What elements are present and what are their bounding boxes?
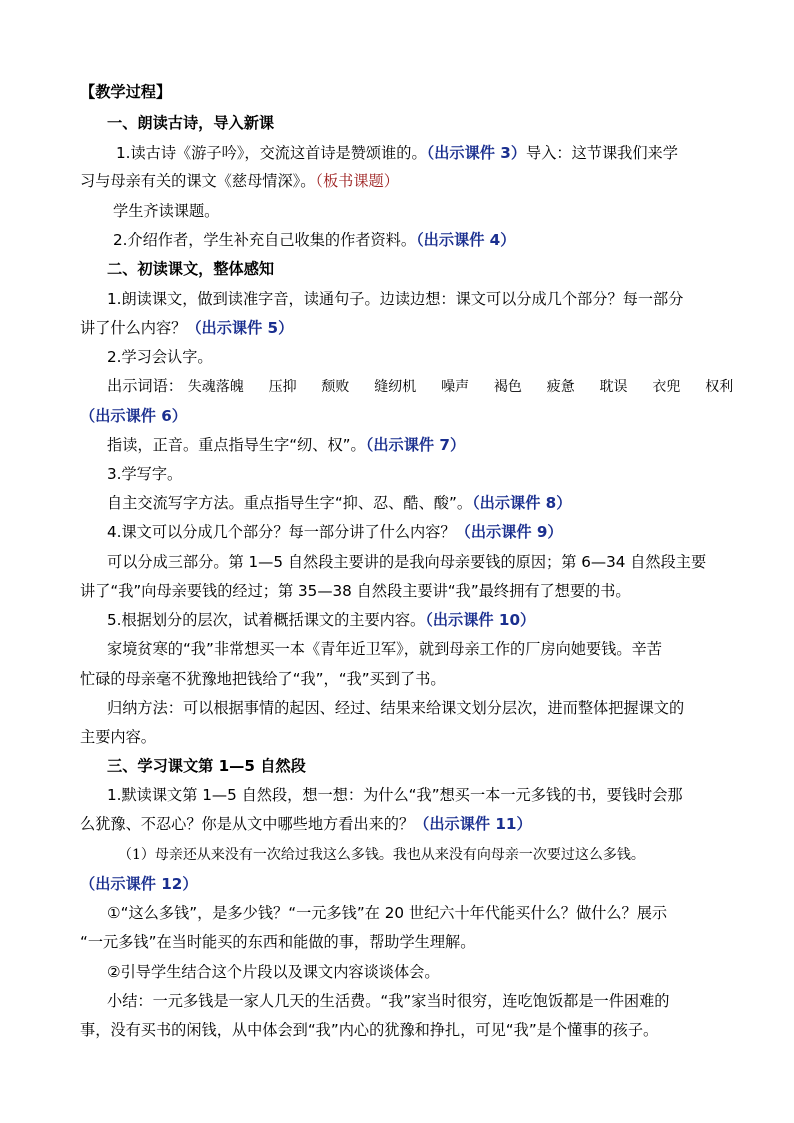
paragraph: 1.朗读课文，做到读准字音，读通句子。边读边想：课文可以分成几个部分？每一部分 xyxy=(107,290,684,308)
paragraph xyxy=(107,522,563,542)
paragraph: 1.默读课文第 1—5 自然段，想一想：为什么“我”想买一本一元多钱的书，要钱时会那 xyxy=(107,786,683,804)
text: 2.介绍作者，学生补充自己收集的作者资料。 xyxy=(113,231,417,249)
vocab-word: 权利 xyxy=(705,379,734,395)
text: 自主交流写字方法。重点指导生字“抑、忍、酷、酸”。 xyxy=(107,494,473,512)
vocab-word: 颓败 xyxy=(321,379,350,395)
paragraph xyxy=(107,610,535,630)
text: 5.根据划分的层次，试着概括课文的主要内容。 xyxy=(107,611,426,629)
paragraph xyxy=(116,143,678,163)
text: 指读，正音。重点指导生字“纫、权”。 xyxy=(107,436,366,454)
courseware-ref: （出示课件 11） xyxy=(414,815,532,833)
section-heading: 【教学过程】 xyxy=(80,83,172,101)
paragraph-continuation xyxy=(80,318,293,338)
courseware-ref: （出示课件 9） xyxy=(455,523,563,541)
paragraph: 归纳方法：可以根据事情的起因、经过、结果来给课文划分层次，进而整体把握课文的 xyxy=(107,699,685,717)
quoted-passage: （1）母亲还从来没有一次给过我这么多钱。我也从来没有向母亲一次要过这么多钱。 xyxy=(118,847,645,863)
paragraph-continuation xyxy=(80,814,532,834)
paragraph-continuation: “一元多钱”在当时能买的东西和能做的事，帮助学生理解。 xyxy=(80,933,476,951)
paragraph: 3.学写字。 xyxy=(107,465,183,483)
paragraph-continuation: 主要内容。 xyxy=(80,728,156,746)
text: 导入：这节课我们来学 xyxy=(526,144,678,162)
section-1-title: 一、朗读古诗，导入新课 xyxy=(107,114,275,132)
courseware-ref: （出示课件 10） xyxy=(425,611,536,629)
vocab-word: 褐色 xyxy=(493,379,522,395)
paragraph: 小结：一元多钱是一家人几天的生活费。“我”家当时很穷，连吃饱饭都是一件困难的 xyxy=(107,992,670,1010)
section-3-title: 三、学习课文第 1—5 自然段 xyxy=(107,757,306,775)
paragraph xyxy=(113,230,515,250)
paragraph-continuation: 讲了“我”向母亲要钱的经过；第 35—38 自然段主要讲“我”最终拥有了想要的书。 xyxy=(80,582,631,600)
paragraph: 学生齐读课题。 xyxy=(113,202,220,220)
board-note: （板书课题） xyxy=(315,172,399,190)
paragraph: ①“这么多钱”，是多少钱？“一元多钱”在 20 世纪六十年代能买什么？做什么？展示 xyxy=(107,904,668,922)
text: 习与母亲有关的课文《慈母情深》。 xyxy=(80,172,316,190)
courseware-ref: （出示课件 5） xyxy=(186,319,294,337)
courseware-ref: （出示课件 4） xyxy=(416,231,516,249)
courseware-ref: （出示课件 6） xyxy=(80,407,187,425)
vocab-word: 压抑 xyxy=(268,379,297,395)
courseware-ref: （出示课件 7） xyxy=(365,436,466,454)
vocab-word: 衣兜 xyxy=(652,379,681,395)
text: 1.读古诗《游子吟》，交流这首诗是赞颂谁的。 xyxy=(116,144,427,162)
text: 4.课文可以分成几个部分？每一部分讲了什么内容？ xyxy=(107,523,456,541)
paragraph: ②引导学生结合这个片段以及课文内容谈谈体会。 xyxy=(107,963,440,981)
vocab-word: 缝纫机 xyxy=(374,379,417,395)
word-list-label: 出示词语： xyxy=(107,377,183,395)
vocab-word: 疲惫 xyxy=(546,379,575,395)
paragraph xyxy=(107,493,571,513)
paragraph xyxy=(107,435,465,455)
vocab-word: 耽误 xyxy=(599,379,628,395)
vocab-word: 噪声 xyxy=(441,379,470,395)
text: 讲了什么内容？ xyxy=(80,319,187,337)
courseware-ref: （出示课件 12） xyxy=(80,875,198,893)
paragraph-continuation: 事，没有买书的闲钱，从中体会到“我”内心的犹豫和挣扎，可见“我”是个懂事的孩子。 xyxy=(80,1021,659,1039)
text: 么犹豫、不忍心？你是从文中哪些地方看出来的？ xyxy=(80,815,415,833)
courseware-ref: （出示课件 3） xyxy=(426,144,527,162)
section-2-title: 二、初读课文，整体感知 xyxy=(107,260,275,278)
paragraph-continuation: 忙碌的母亲毫不犹豫地把钱给了“我”，“我”买到了书。 xyxy=(80,670,446,688)
paragraph: 家境贫寒的“我”非常想买一本《青年近卫军》，就到母亲工作的厂房向她要钱。辛苦 xyxy=(107,640,662,658)
paragraph: 可以分成三部分。第 1—5 自然段主要讲的是我向母亲要钱的原因；第 6—34 自然段主要 xyxy=(107,553,707,571)
word-list xyxy=(107,376,733,397)
paragraph-continuation xyxy=(80,171,399,191)
courseware-ref: （出示课件 8） xyxy=(472,494,572,512)
paragraph: 2.学习会认字。 xyxy=(107,348,213,366)
vocab-word: 失魂落魄 xyxy=(187,379,244,395)
